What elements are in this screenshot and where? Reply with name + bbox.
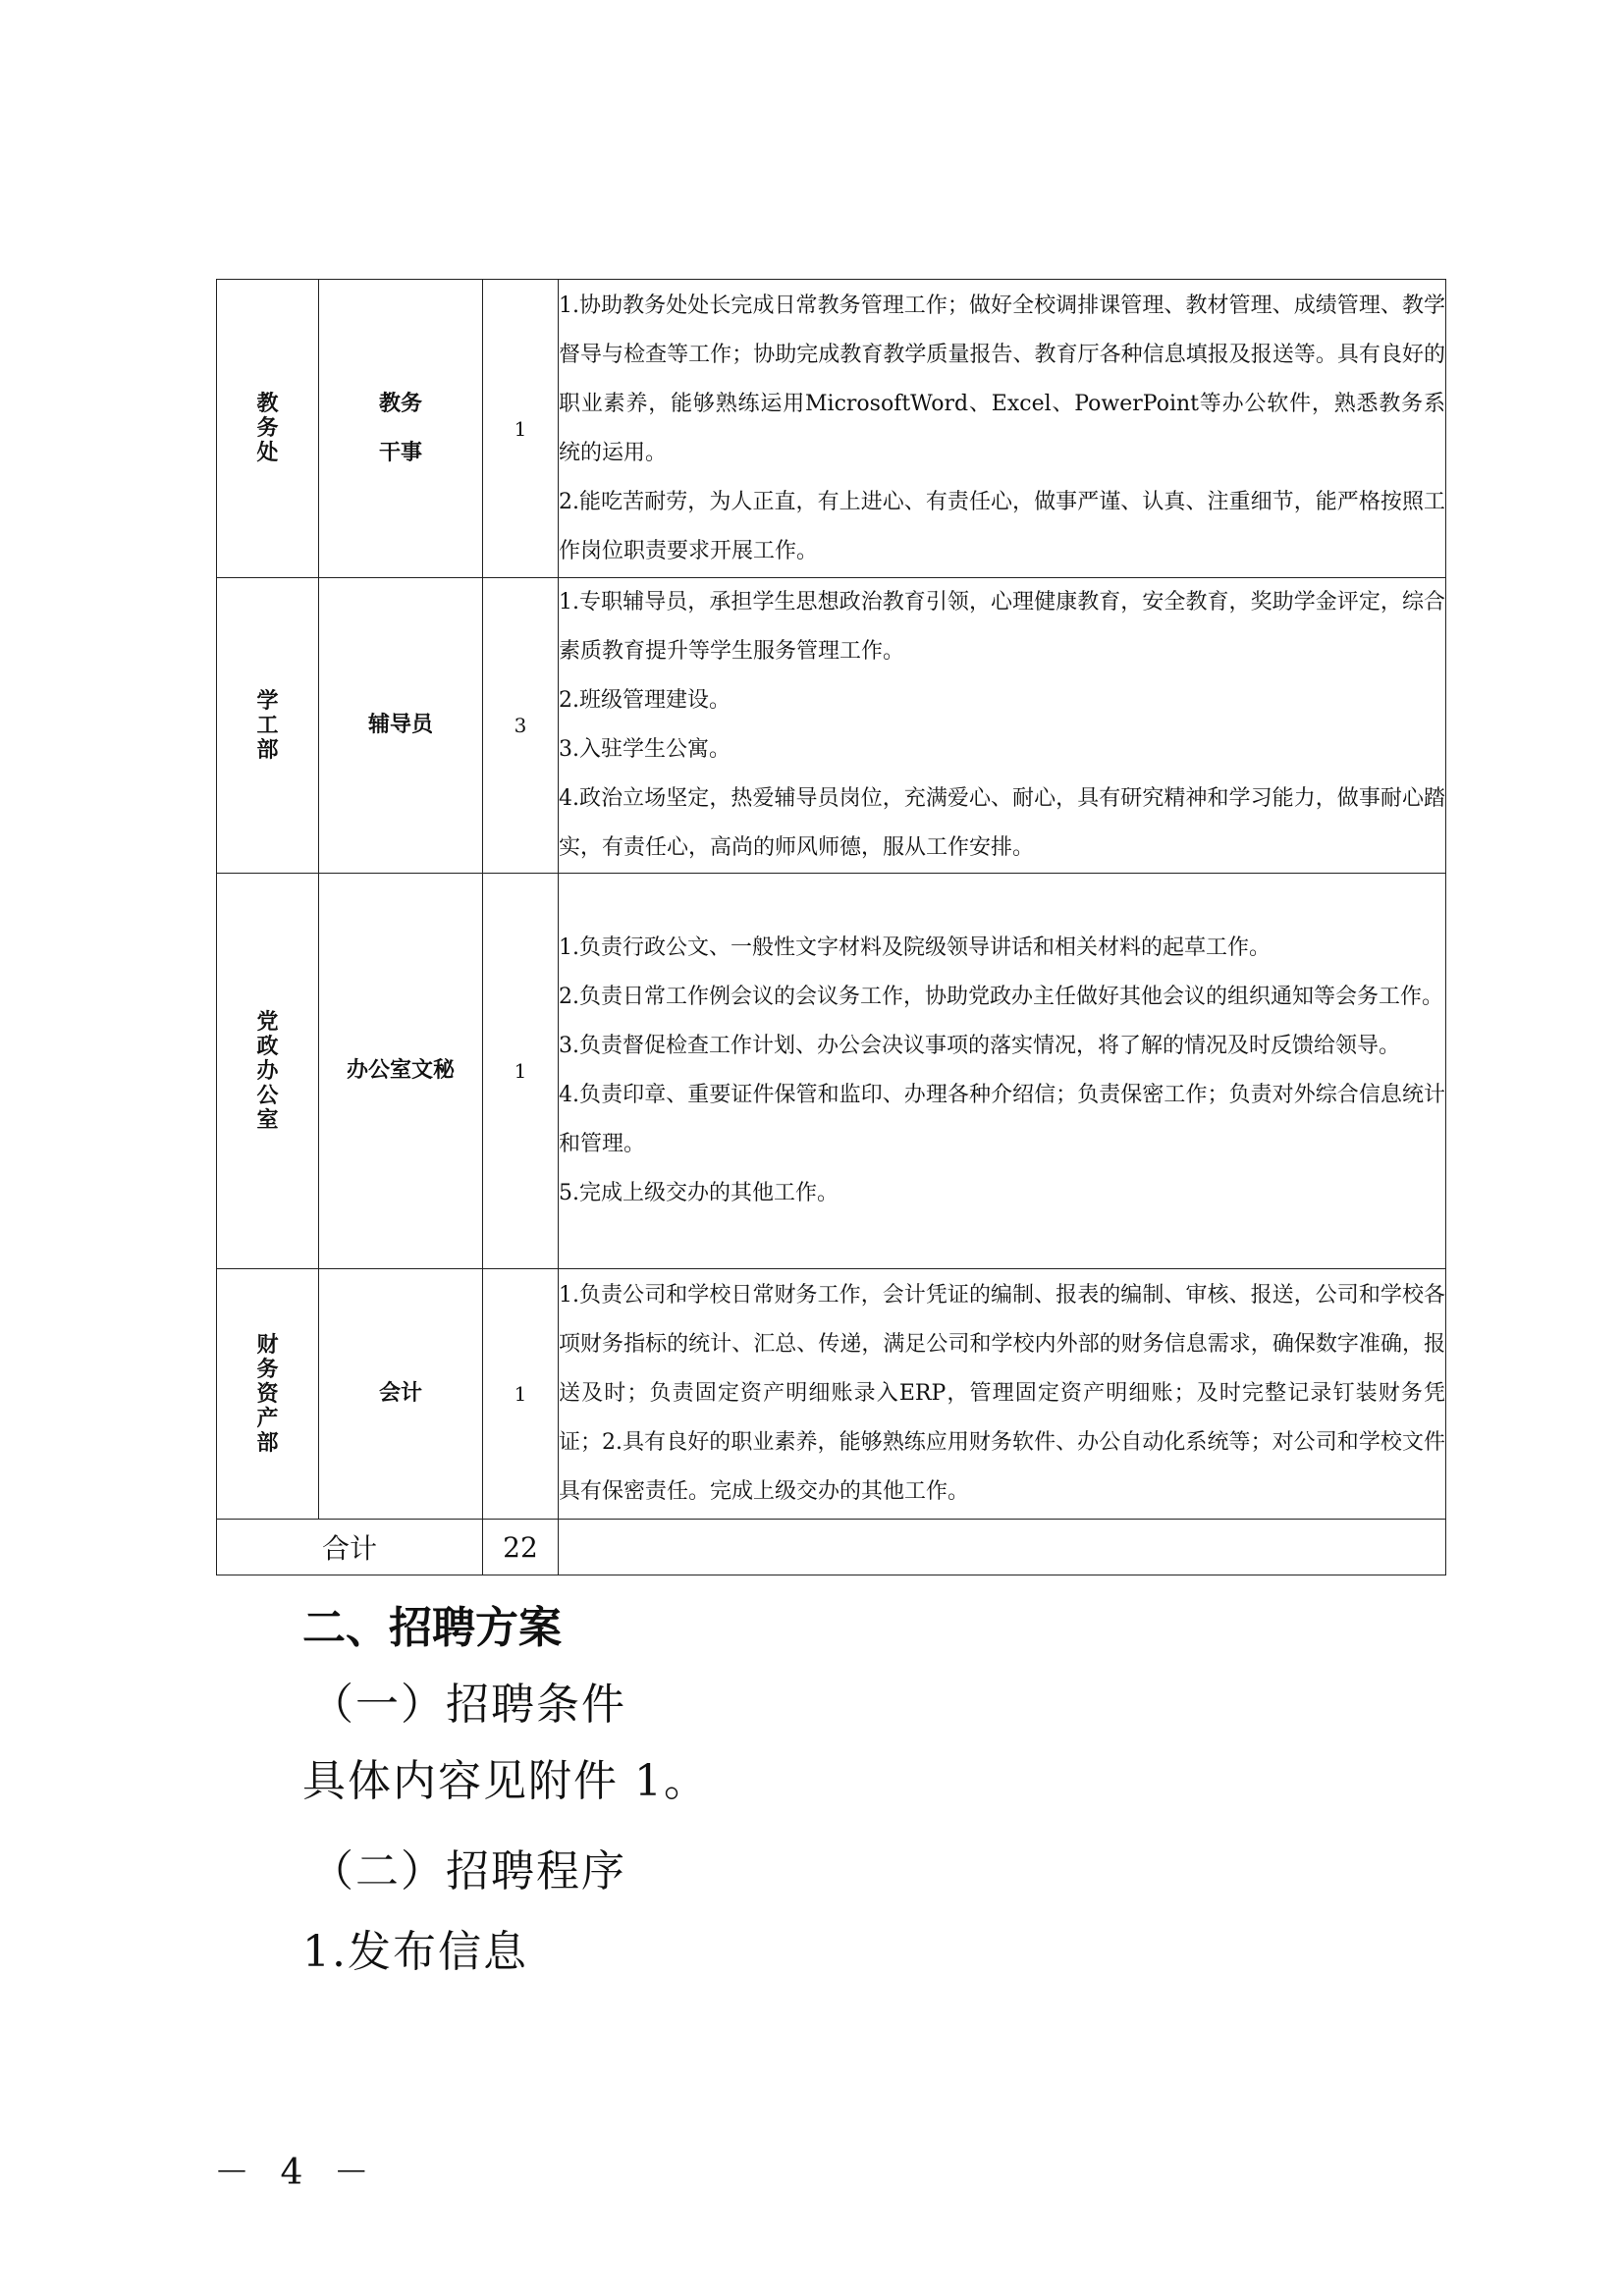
duties-cell (559, 578, 1446, 874)
duty-item: 1.负责公司和学校日常财务工作，会计凭证的编制、报表的编制、审核、报送，公司和学校各项财务指标的统计、汇总、传递，满足公司和学校内外部的财务信息需求，确保数字准确，报送及时；负责固定资产明细账录入ERP，管理固定资产明细账；及时完整记录钉装财务凭证；2.具有良好的职业素养，能够熟练应用财务软件、办公自动化系统等；对公司和学校文件具有保密责任。完成上级交办的其他工作。 (559, 1283, 1445, 1504)
body-text-step: 1.发布信息 (302, 1927, 528, 1977)
duty-item: 3.入驻学生公寓。 (559, 737, 731, 762)
department-cell: 教务处 (217, 280, 319, 578)
table-row (217, 578, 1446, 874)
duty-item: 1.负责行政公文、一般性文字材料及院级领导讲话和相关材料的起草工作。 (559, 935, 1271, 960)
duty-item: 2.负责日常工作例会议的会议务工作，协助党政办主任做好其他会议的组织通知等会务工作。 (559, 985, 1443, 1009)
position-line: 教务 (378, 391, 422, 416)
position-cell: 辅导员 (319, 578, 483, 874)
table-row (217, 280, 1446, 578)
duty-item: 2.班级管理建设。 (559, 688, 731, 713)
duty-item: 4.政治立场坚定，热爱辅导员岗位，充满爱心、耐心，具有研究精神和学习能力，做事耐心踏实，有责任心，高尚的师风师德，服从工作安排。 (559, 786, 1445, 860)
job-position-table (216, 279, 1446, 1575)
duty-item: 2.能吃苦耐劳，为人正直，有上进心、有责任心，做事严谨、认真、注重细节，能严格按照工作岗位职责要求开展工作。 (559, 489, 1445, 563)
position-cell: 办公室文秘 (319, 874, 483, 1269)
subsection-heading-procedure: （二）招聘程序 (310, 1846, 626, 1896)
duty-item: 1.协助教务处处长完成日常教务管理工作；做好全校调排课管理、教材管理、成绩管理、教学督导与检查等工作；协助完成教育教学质量报告、教育厅各种信息填报及报送等。具有良好的职业素养，能够熟练运用MicrosoftWord、Excel、PowerPoint等办公软件，熟悉教务系统的运用。 (559, 293, 1445, 465)
table-row (217, 874, 1446, 1269)
subsection-heading-conditions: （一）招聘条件 (310, 1680, 626, 1730)
table-row (217, 1269, 1446, 1520)
duties-cell (559, 1269, 1446, 1520)
department-cell: 党政办公室 (217, 874, 319, 1269)
duty-item: 4.负责印章、重要证件保管和监印、办理各种介绍信；负责保密工作；负责对外综合信息统计和管理。 (559, 1083, 1445, 1156)
department-cell: 财务资产部 (217, 1269, 319, 1520)
duties-cell (559, 280, 1446, 578)
total-row (217, 1520, 1446, 1575)
duty-item: 5.完成上级交办的其他工作。 (559, 1181, 839, 1205)
position-cell: 会计 (319, 1269, 483, 1520)
headcount-cell: 1 (483, 280, 559, 578)
section-heading: 二、招聘方案 (302, 1603, 562, 1653)
headcount-cell: 1 (483, 1269, 559, 1520)
duties-cell (559, 874, 1446, 1269)
headcount-cell: 3 (483, 578, 559, 874)
position-line: 干事 (378, 440, 422, 465)
position-cell (319, 280, 483, 578)
headcount-cell: 1 (483, 874, 559, 1269)
duty-item: 1.专职辅导员，承担学生思想政治教育引领，心理健康教育，安全教育，奖助学金评定，综合素质教育提升等学生服务管理工作。 (559, 590, 1445, 664)
body-text-attachment: 具体内容见附件 1。 (302, 1756, 709, 1806)
total-empty-cell (559, 1520, 1446, 1575)
department-cell: 学工部 (217, 578, 319, 874)
total-count: 22 (483, 1520, 559, 1575)
total-label: 合计 (217, 1520, 483, 1575)
duty-item: 3.负责督促检查工作计划、办公会决议事项的落实情况，将了解的情况及时反馈给领导。 (559, 1034, 1400, 1058)
page-number: － 4 － (214, 2153, 379, 2193)
